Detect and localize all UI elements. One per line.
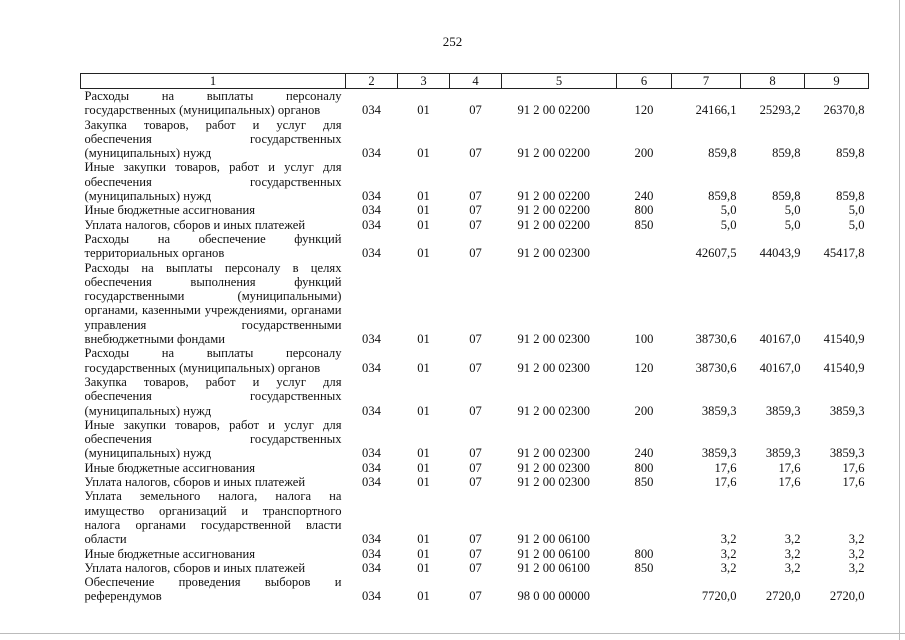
cell-target-article: 91 2 00 02200 — [517, 217, 590, 232]
cell-description: Уплата налогов, сборов и иных платежей — [84, 475, 306, 490]
cell-section: 01 — [417, 332, 430, 347]
cell-amount-col8: 5,0 — [784, 203, 801, 218]
cell-amount-col8: 3859,3 — [765, 403, 801, 418]
cell-amount-col7: 859,8 — [708, 189, 737, 204]
cell-amount-col7: 5,0 — [720, 217, 737, 232]
column-header-4: 4 — [450, 74, 502, 89]
cell-description: Расходы на выплаты персоналу государственных (муниципальных) органов — [84, 346, 342, 375]
cell-description: Уплата налогов, сборов и иных платежей — [84, 560, 306, 575]
cell-target-article: 91 2 00 02200 — [517, 203, 590, 218]
table-row — [81, 475, 869, 489]
cell-target-article: 91 2 00 02300 — [517, 475, 590, 490]
cell-subsection: 07 — [469, 589, 482, 604]
cell-amount-col9: 3859,3 — [829, 403, 865, 418]
cell-amount-col8: 3,2 — [784, 546, 801, 561]
table-row — [81, 160, 869, 203]
cell-target-article: 91 2 00 02200 — [517, 189, 590, 204]
cell-expense-type: 800 — [634, 203, 654, 218]
cell-amount-col9: 26370,8 — [823, 103, 865, 118]
cell-target-article: 91 2 00 06100 — [517, 546, 590, 561]
cell-description: Расходы на выплаты персоналу в целях обеспечения выполнения функций государственными (муниципальными) органами, казенными учреждениями, органами управления государственными внебюджетными фондами — [84, 260, 342, 347]
cell-description: Иные бюджетные ассигнования — [84, 546, 256, 561]
cell-section: 01 — [417, 246, 430, 261]
cell-expense-type: 850 — [634, 560, 654, 575]
cell-description: Расходы на выплаты персоналу государственных (муниципальных) органов — [84, 89, 342, 118]
cell-amount-col9: 3,2 — [848, 546, 865, 561]
cell-section: 01 — [417, 360, 430, 375]
table-row — [81, 232, 869, 261]
cell-amount-col9: 41540,9 — [823, 332, 865, 347]
cell-amount-col8: 17,6 — [778, 460, 801, 475]
column-header-6: 6 — [617, 74, 672, 89]
cell-amount-col7: 7720,0 — [701, 589, 737, 604]
cell-target-article: 91 2 00 02300 — [517, 246, 590, 261]
cell-gr-code: 034 — [362, 475, 381, 490]
column-header-3: 3 — [398, 74, 450, 89]
cell-section: 01 — [417, 217, 430, 232]
cell-section: 01 — [417, 546, 430, 561]
cell-amount-col7: 38730,6 — [695, 360, 737, 375]
cell-amount-col9: 2720,0 — [829, 589, 865, 604]
cell-amount-col8: 17,6 — [778, 475, 801, 490]
cell-subsection: 07 — [469, 103, 482, 118]
cell-gr-code: 034 — [362, 189, 381, 204]
cell-expense-type: 800 — [634, 460, 654, 475]
cell-expense-type: 850 — [634, 217, 654, 232]
cell-amount-col7: 17,6 — [714, 460, 737, 475]
cell-description: Иные закупки товаров, работ и услуг для обеспечения государственных (муниципальных) нужд — [84, 160, 342, 204]
cell-subsection: 07 — [469, 217, 482, 232]
cell-amount-col7: 3,2 — [720, 532, 737, 547]
cell-amount-col8: 44043,9 — [759, 246, 801, 261]
table-row — [81, 375, 869, 418]
cell-amount-col8: 25293,2 — [759, 103, 801, 118]
cell-amount-col7: 3859,3 — [701, 403, 737, 418]
cell-section: 01 — [417, 460, 430, 475]
cell-expense-type: 850 — [634, 475, 654, 490]
table-row — [81, 461, 869, 475]
cell-gr-code: 034 — [362, 532, 381, 547]
cell-gr-code: 034 — [362, 246, 381, 261]
cell-subsection: 07 — [469, 146, 482, 161]
cell-amount-col8: 3,2 — [784, 560, 801, 575]
cell-expense-type: 200 — [634, 403, 654, 418]
cell-amount-col7: 3859,3 — [701, 446, 737, 461]
cell-description: Расходы на обеспечение функций территориальных органов — [84, 231, 342, 261]
cell-amount-col8: 859,8 — [772, 146, 801, 161]
cell-section: 01 — [417, 203, 430, 218]
cell-amount-col8: 3,2 — [784, 532, 801, 547]
cell-amount-col8: 40167,0 — [759, 332, 801, 347]
table-row — [81, 575, 869, 604]
cell-amount-col9: 17,6 — [842, 475, 865, 490]
cell-section: 01 — [417, 189, 430, 204]
cell-description: Иные закупки товаров, работ и услуг для обеспечения государственных (муниципальных) нужд — [84, 417, 342, 461]
cell-subsection: 07 — [469, 246, 482, 261]
cell-subsection: 07 — [469, 560, 482, 575]
cell-target-article: 91 2 00 06100 — [517, 560, 590, 575]
cell-subsection: 07 — [469, 475, 482, 490]
cell-amount-col9: 3,2 — [848, 532, 865, 547]
cell-description: Уплата налогов, сборов и иных платежей — [84, 217, 306, 232]
cell-amount-col9: 3,2 — [848, 560, 865, 575]
cell-amount-col7: 5,0 — [720, 203, 737, 218]
cell-amount-col7: 24166,1 — [695, 103, 737, 118]
header-row — [81, 74, 869, 89]
table-row — [81, 118, 869, 161]
cell-section: 01 — [417, 475, 430, 490]
cell-amount-col9: 17,6 — [842, 460, 865, 475]
cell-gr-code: 034 — [362, 332, 381, 347]
cell-section: 01 — [417, 532, 430, 547]
table-body — [81, 89, 869, 604]
cell-gr-code: 034 — [362, 360, 381, 375]
table-row — [81, 89, 869, 118]
cell-expense-type: 120 — [634, 360, 654, 375]
cell-subsection: 07 — [469, 189, 482, 204]
cell-target-article: 91 2 00 02200 — [517, 103, 590, 118]
cell-section: 01 — [417, 103, 430, 118]
cell-amount-col7: 3,2 — [720, 546, 737, 561]
column-header-2: 2 — [346, 74, 398, 89]
cell-section: 01 — [417, 560, 430, 575]
cell-target-article: 91 2 00 02300 — [517, 360, 590, 375]
cell-description: Обеспечение проведения выборов и референдумов — [84, 575, 342, 604]
cell-subsection: 07 — [469, 546, 482, 561]
cell-gr-code: 034 — [362, 560, 381, 575]
cell-amount-col9: 5,0 — [848, 203, 865, 218]
cell-section: 01 — [417, 403, 430, 418]
cell-amount-col8: 3859,3 — [765, 446, 801, 461]
cell-amount-col9: 45417,8 — [823, 246, 865, 261]
cell-gr-code: 034 — [362, 460, 381, 475]
cell-gr-code: 034 — [362, 203, 381, 218]
cell-gr-code: 034 — [362, 403, 381, 418]
table-row — [81, 547, 869, 561]
table-row — [81, 418, 869, 461]
cell-target-article: 91 2 00 02300 — [517, 332, 590, 347]
cell-description: Иные бюджетные ассигнования — [84, 460, 256, 475]
table-row — [81, 489, 869, 546]
cell-subsection: 07 — [469, 203, 482, 218]
column-header-7: 7 — [672, 74, 741, 89]
cell-description: Уплата земельного налога, налога на имущество организаций и транспортного налога органами государственной власти области — [84, 489, 342, 547]
cell-amount-col9: 859,8 — [836, 146, 865, 161]
cell-expense-type: 200 — [634, 146, 654, 161]
column-header-9: 9 — [805, 74, 869, 89]
cell-amount-col7: 38730,6 — [695, 332, 737, 347]
cell-expense-type — [617, 575, 672, 604]
cell-target-article: 91 2 00 02200 — [517, 146, 590, 161]
cell-amount-col8: 5,0 — [784, 217, 801, 232]
cell-gr-code: 034 — [362, 446, 381, 461]
cell-target-article: 91 2 00 02300 — [517, 403, 590, 418]
cell-amount-col8: 859,8 — [772, 189, 801, 204]
cell-expense-type: 100 — [634, 332, 654, 347]
budget-table — [80, 73, 869, 604]
cell-description: Закупка товаров, работ и услуг для обеспечения государственных (муниципальных) нужд — [84, 374, 342, 418]
cell-expense-type: 240 — [634, 189, 654, 204]
cell-subsection: 07 — [469, 446, 482, 461]
cell-amount-col9: 41540,9 — [823, 360, 865, 375]
cell-subsection: 07 — [469, 403, 482, 418]
cell-amount-col7: 859,8 — [708, 146, 737, 161]
cell-amount-col7: 17,6 — [714, 475, 737, 490]
cell-subsection: 07 — [469, 460, 482, 475]
page-number: 252 — [442, 34, 463, 49]
cell-amount-col9: 859,8 — [836, 189, 865, 204]
scan-edge-bottom — [0, 633, 905, 634]
table-row — [81, 203, 869, 217]
cell-target-article: 91 2 00 02300 — [517, 460, 590, 475]
cell-target-article: 98 0 00 00000 — [517, 589, 590, 604]
column-header-1: 1 — [81, 74, 346, 89]
cell-target-article: 91 2 00 06100 — [517, 532, 590, 547]
column-header-8: 8 — [741, 74, 805, 89]
cell-description: Закупка товаров, работ и услуг для обеспечения государственных (муниципальных) нужд — [84, 117, 342, 161]
scan-edge-right — [899, 0, 900, 640]
cell-amount-col9: 3859,3 — [829, 446, 865, 461]
cell-description: Иные бюджетные ассигнования — [84, 203, 256, 218]
cell-amount-col7: 3,2 — [720, 560, 737, 575]
table-row — [81, 261, 869, 347]
cell-expense-type — [617, 489, 672, 546]
cell-subsection: 07 — [469, 532, 482, 547]
table-row — [81, 218, 869, 232]
cell-gr-code: 034 — [362, 217, 381, 232]
cell-subsection: 07 — [469, 360, 482, 375]
cell-subsection: 07 — [469, 332, 482, 347]
cell-gr-code: 034 — [362, 589, 381, 604]
cell-expense-type: 800 — [634, 546, 654, 561]
cell-gr-code: 034 — [362, 103, 381, 118]
table-row — [81, 346, 869, 375]
cell-amount-col7: 42607,5 — [695, 246, 737, 261]
cell-gr-code: 034 — [362, 146, 381, 161]
table-row — [81, 561, 869, 575]
cell-amount-col9: 5,0 — [848, 217, 865, 232]
cell-amount-col8: 40167,0 — [759, 360, 801, 375]
cell-section: 01 — [417, 589, 430, 604]
cell-section: 01 — [417, 446, 430, 461]
cell-expense-type: 240 — [634, 446, 654, 461]
cell-section: 01 — [417, 146, 430, 161]
cell-gr-code: 034 — [362, 546, 381, 561]
cell-amount-col8: 2720,0 — [765, 589, 801, 604]
cell-target-article: 91 2 00 02300 — [517, 446, 590, 461]
cell-expense-type: 120 — [634, 103, 654, 118]
cell-expense-type — [617, 232, 672, 261]
column-header-5: 5 — [502, 74, 617, 89]
